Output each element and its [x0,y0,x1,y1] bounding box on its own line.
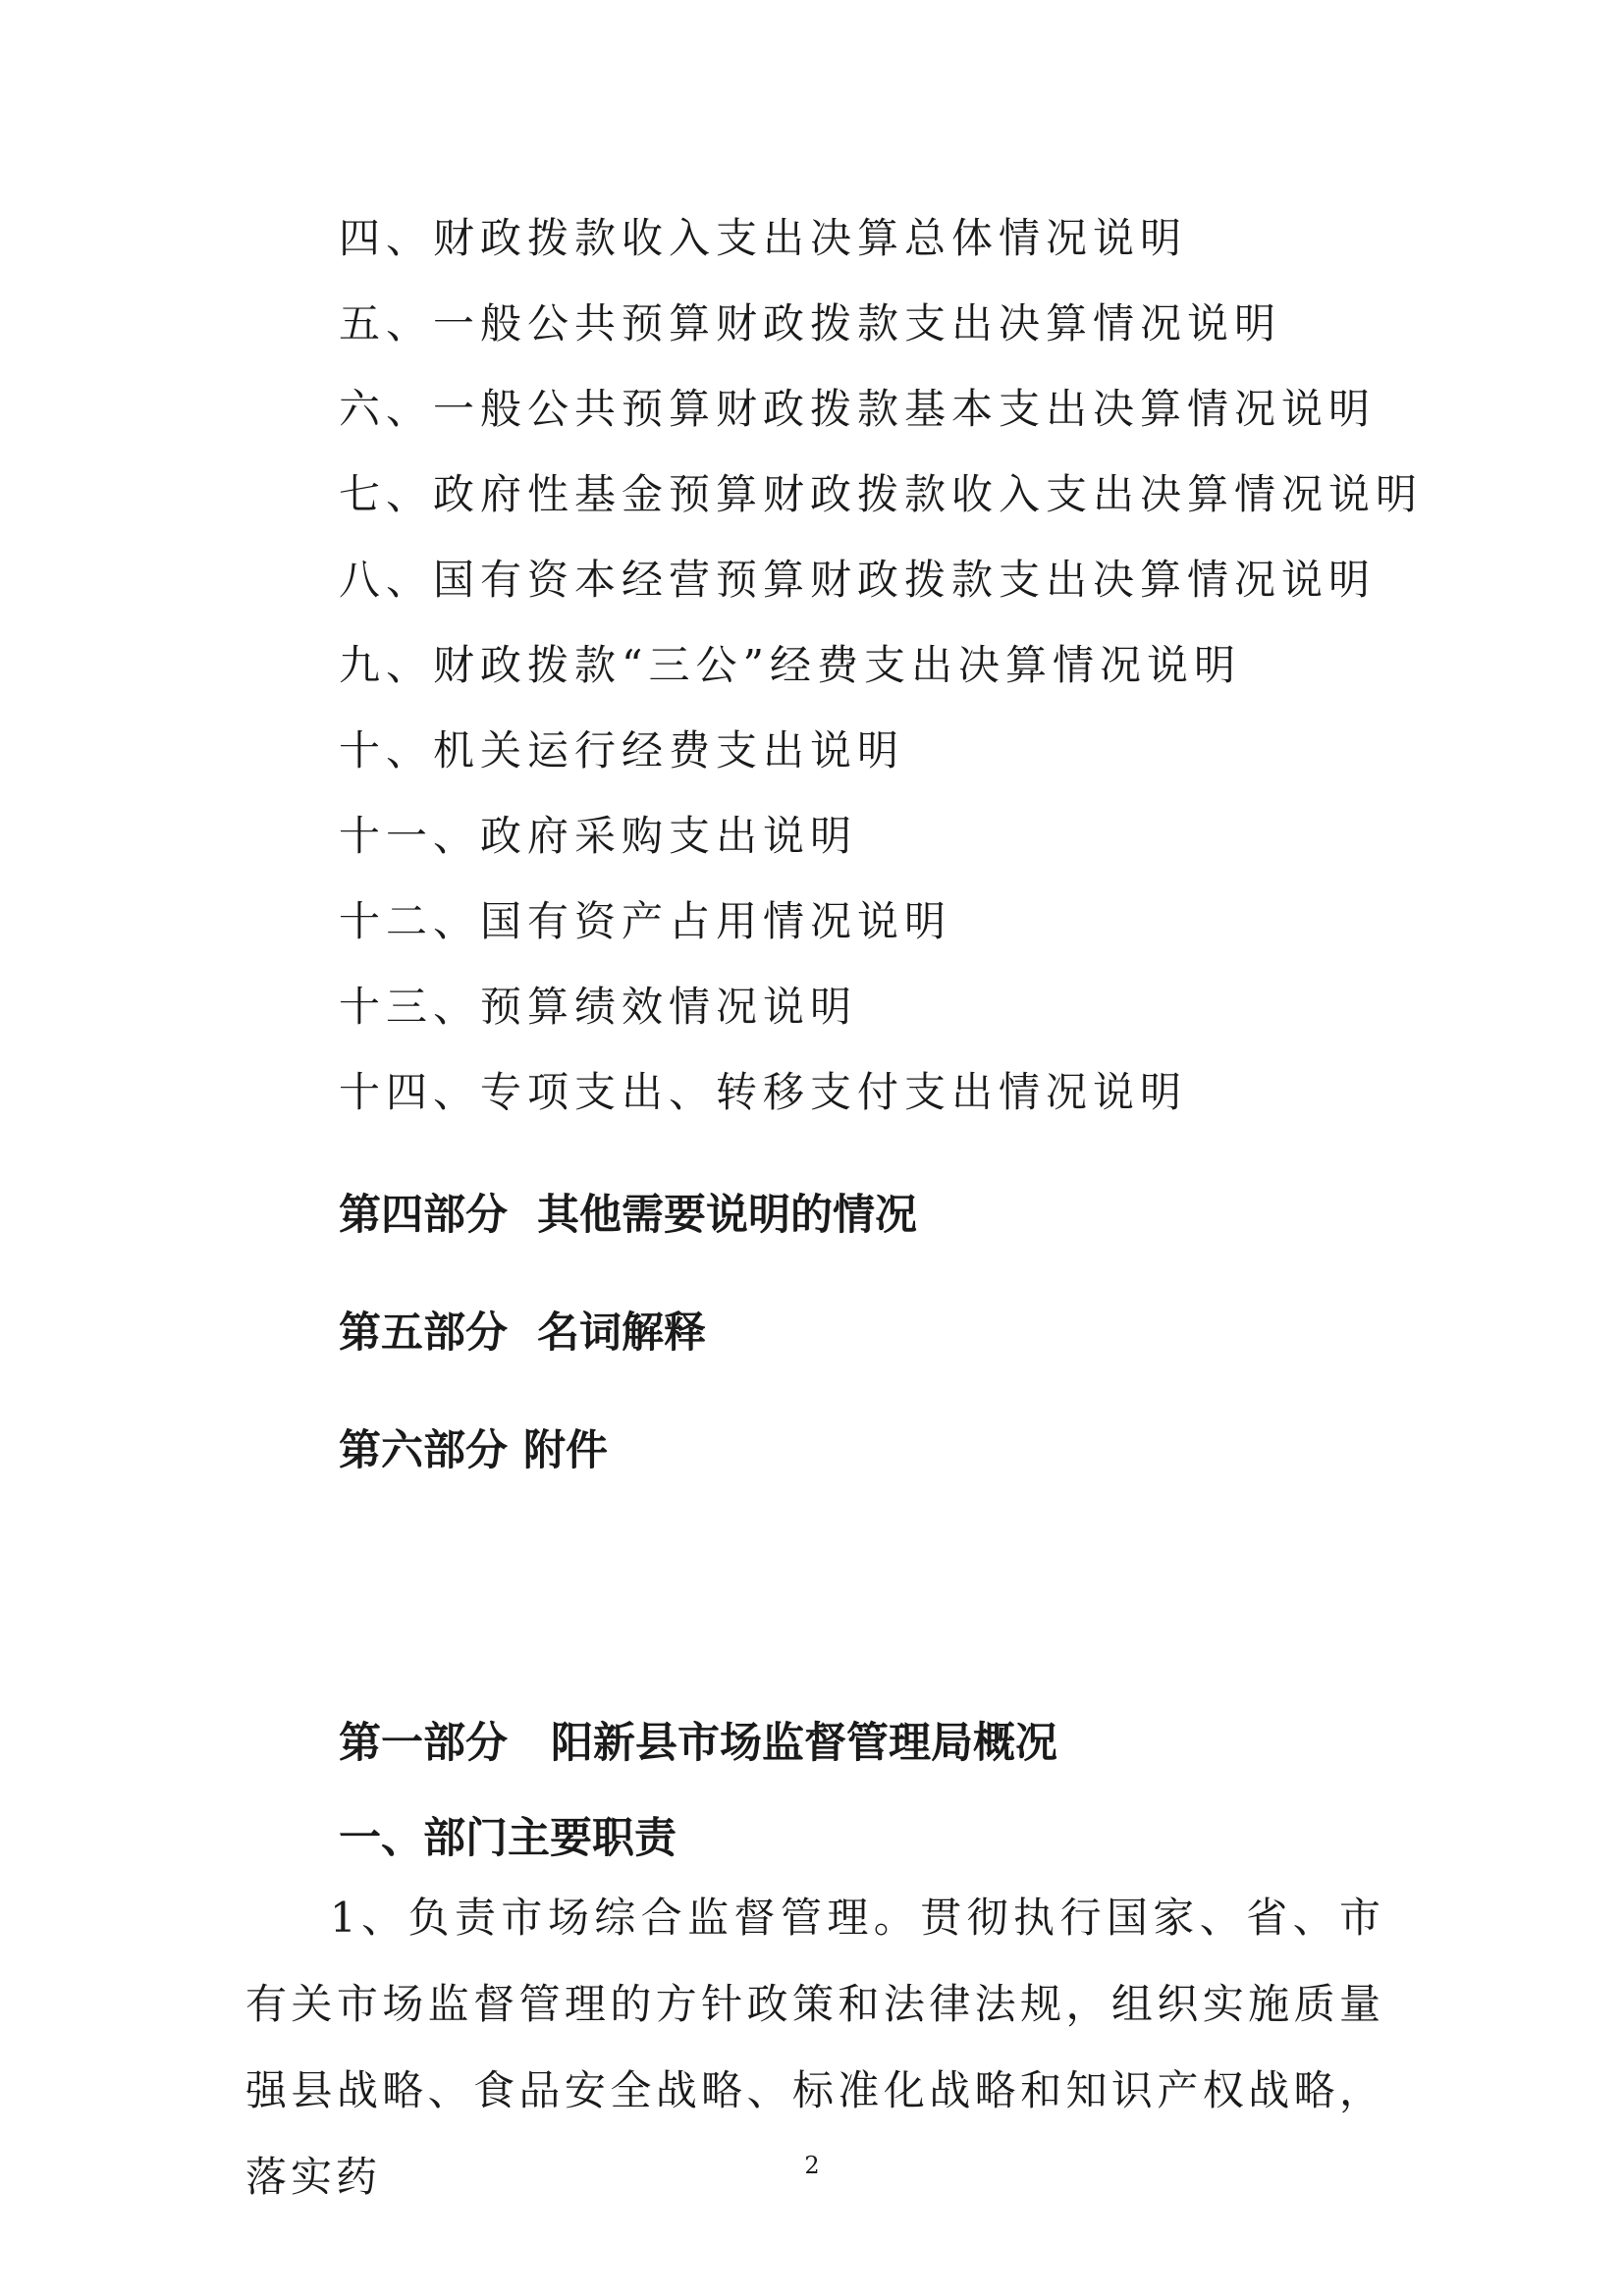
toc-item: 十二、国有资产占用情况说明 [339,897,952,945]
toc-item: 九、财政拨款“三公”经费支出决算情况说明 [339,641,1241,689]
toc-part-heading [339,1191,917,1240]
part-title: 阳新县市场监督管理局概况 [551,1719,1057,1768]
toc-item: 五、一般公共预算财政拨款支出决算情况说明 [339,299,1282,347]
subsection-heading: 一、部门主要职责 [339,1814,677,1863]
toc-item: 八、国有资本经营预算财政拨款支出决算情况说明 [339,556,1377,604]
toc-item: 四、财政拨款收入支出决算总体情况说明 [339,214,1188,262]
part-title: 其他需要说明的情况 [537,1191,917,1240]
part-title: 附件 [523,1426,608,1475]
toc-item: 十、机关运行经费支出说明 [339,726,905,774]
toc-item: 十四、专项支出、转移支付支出情况说明 [339,1068,1188,1116]
toc-item: 十三、预算绩效情况说明 [339,983,858,1031]
section-heading [339,1719,1057,1768]
body-paragraph: 1、负责市场综合监督管理。贯彻执行国家、省、市有关市场监督管理的方针政策和法律法规，组织实施质量强县战略、食品安全战略、标准化战略和知识产权战略，落实药 [245,1894,1384,2201]
toc-item: 十一、政府采购支出说明 [339,812,858,860]
part-label: 第一部分 [339,1719,508,1768]
toc-part-heading [339,1426,608,1475]
page-number: 2 [804,2152,820,2179]
part-title: 名词解释 [537,1308,706,1358]
part-label: 第五部分 [339,1308,508,1358]
part-label: 第六部分 [339,1426,508,1475]
toc-item: 七、政府性基金预算财政拨款收入支出决算情况说明 [339,470,1424,518]
toc-item: 六、一般公共预算财政拨款基本支出决算情况说明 [339,385,1377,433]
part-label: 第四部分 [339,1191,508,1240]
toc-part-heading [339,1308,706,1358]
